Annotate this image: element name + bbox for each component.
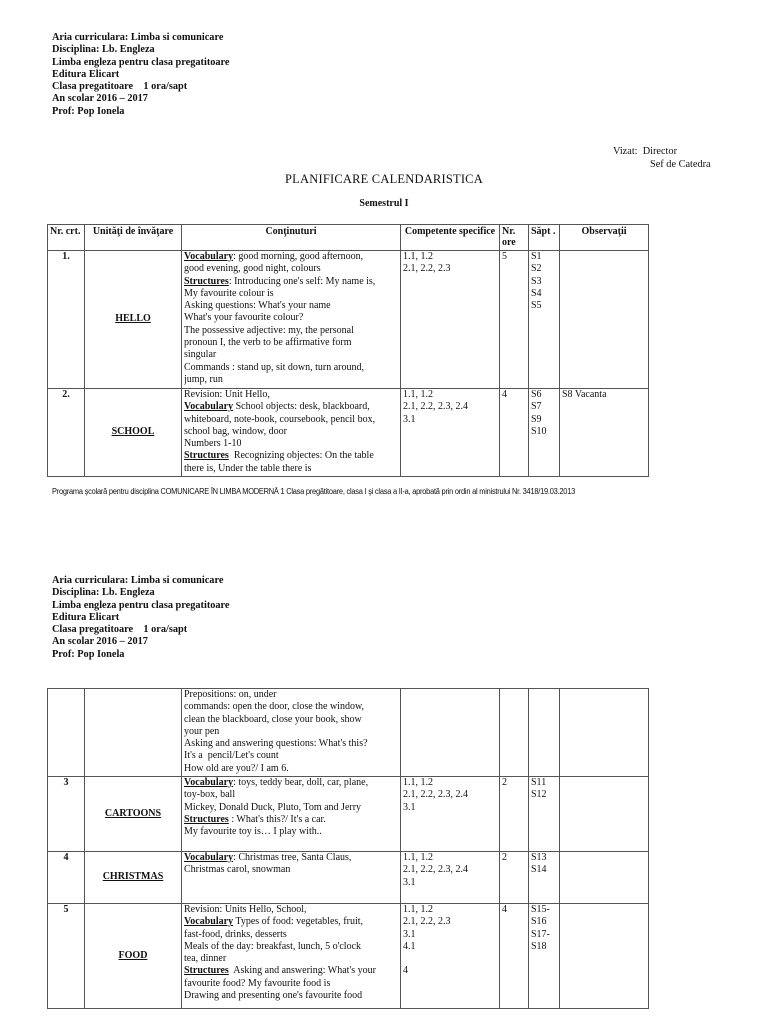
content-cell	[182, 904, 401, 1009]
week-line: S18	[531, 940, 547, 952]
observations-cell	[560, 904, 649, 1009]
content-text: My favourite colour is	[184, 287, 274, 299]
unit-name: HELLO	[85, 251, 182, 389]
content-line	[184, 389, 398, 401]
competence-line: 3.1	[403, 876, 416, 888]
content-line	[184, 726, 398, 738]
approval-director: Vizat: Director	[613, 146, 677, 157]
content-text: My favourite toy is… I play with..	[184, 826, 322, 838]
week-line: S2	[531, 263, 542, 275]
competence-line	[403, 953, 497, 965]
hours-cell: 2	[500, 777, 529, 852]
content-text: School objects: desk, blackboard,	[233, 401, 370, 413]
content-line	[184, 349, 398, 361]
competence-line: 3.1	[403, 413, 416, 425]
competence-line: 4.1	[403, 940, 416, 952]
content-line	[184, 802, 398, 814]
content-line	[184, 777, 398, 789]
document-header-page2	[52, 575, 230, 661]
week-line: S13	[531, 852, 547, 863]
content-line	[184, 714, 398, 726]
content-label: Structures	[184, 450, 229, 462]
content-cell	[182, 852, 401, 904]
competence-line: 3.1	[403, 928, 416, 940]
content-line	[184, 426, 398, 438]
content-text: Types of food: vegetables, fruit,	[233, 916, 364, 928]
week-line: S4	[531, 287, 542, 299]
competences-cell	[401, 852, 500, 904]
approval-block	[613, 146, 711, 171]
header-line: Limba engleza pentru clasa pregatitoare	[52, 56, 230, 68]
content-cell	[182, 389, 401, 477]
competence-line: 1.1, 1.2	[403, 904, 433, 915]
week-line: S10	[531, 425, 547, 437]
row-number: 5	[48, 904, 85, 1009]
header-line: An scolar 2016 – 2017	[52, 93, 148, 105]
content-text: The possessive adjective: my, the personal	[184, 324, 354, 336]
content-text: Prepositions: on, under	[184, 689, 277, 700]
content-text: whiteboard, note-book, coursebook, pencil box,	[184, 413, 376, 425]
week-line: S17-	[531, 928, 550, 940]
competences-cell	[401, 251, 500, 389]
content-text: Revision: Units Hello, School,	[184, 904, 307, 915]
header-line: Limba engleza pentru clasa pregatitoare	[52, 599, 230, 611]
content-line	[184, 826, 398, 838]
competence-line: 2.1, 2.2, 2.3, 2.4	[403, 401, 468, 413]
content-text: tea, dinner	[184, 953, 227, 965]
content-text: pronoun I, the verb to be affirmative form	[184, 337, 352, 349]
week-line: S12	[531, 789, 547, 801]
header-nr: Nr. crt.	[48, 225, 85, 251]
content-line	[184, 438, 398, 450]
unit-name: CARTOONS	[85, 777, 182, 852]
content-line	[184, 263, 398, 275]
table-row	[48, 777, 649, 852]
content-line	[184, 414, 398, 426]
content-text: It's a pencil/Let's count	[184, 750, 279, 762]
competence-line: 2.1, 2.2, 2.3, 2.4	[403, 789, 468, 801]
row-number: 3	[48, 777, 85, 852]
content-text: Asking and answering questions: What's this?	[184, 738, 368, 750]
hours-cell: 4	[500, 904, 529, 1009]
weeks-cell	[529, 689, 560, 777]
content-cell	[182, 251, 401, 389]
content-text: Drawing and presenting one's favourite food	[184, 990, 363, 1002]
semester-title: Semestrul I	[359, 198, 409, 209]
content-text: Commands : stand up, sit down, turn around,	[184, 361, 364, 373]
week-line: S7	[531, 401, 542, 413]
content-label: Vocabulary	[184, 916, 234, 928]
competence-line: 2.1, 2.2, 2.3, 2.4	[403, 864, 468, 876]
content-label: Structures	[184, 813, 229, 825]
table-row	[48, 389, 649, 477]
content-text: your pen	[184, 725, 220, 737]
header-line: Clasa pregatitoare 1 ora/sapt	[52, 624, 188, 636]
content-text: Asking questions: What's your name	[184, 300, 331, 312]
weeks-cell	[529, 777, 560, 852]
content-line	[184, 789, 398, 801]
content-line	[184, 288, 398, 300]
content-text: there is, Under the table there is	[184, 462, 312, 474]
content-text: Revision: Unit Hello,	[184, 389, 270, 400]
week-line: S9	[531, 413, 542, 425]
planning-table-page2	[47, 688, 649, 1009]
week-line: S6	[531, 389, 542, 400]
content-line	[184, 750, 398, 762]
content-text: Christmas carol, snowman	[184, 864, 291, 876]
header-line: Editura Elicart	[52, 611, 120, 623]
content-line	[184, 337, 398, 349]
content-line	[184, 929, 398, 941]
weeks-cell	[529, 852, 560, 904]
content-line	[184, 300, 398, 312]
content-text: Numbers 1-10	[184, 438, 242, 450]
content-line	[184, 852, 398, 864]
hours-cell	[500, 689, 529, 777]
week-line: S1	[531, 251, 542, 262]
content-line	[184, 450, 398, 462]
content-line	[184, 689, 398, 701]
table-row	[48, 852, 649, 904]
content-text: Recognizing objectes: On the table	[228, 450, 374, 462]
competence-line: 4	[403, 965, 408, 977]
header-line: Prof: Pop Ionela	[52, 648, 125, 660]
content-label: Vocabulary	[184, 777, 234, 788]
content-line	[184, 941, 398, 953]
planning-table	[47, 224, 649, 477]
content-line	[184, 701, 398, 713]
content-line	[184, 953, 398, 965]
header-units: Unităţi de învăţare	[85, 225, 182, 251]
header-line: Editura Elicart	[52, 68, 120, 80]
content-cell	[182, 777, 401, 852]
weeks-cell	[529, 251, 560, 389]
unit-name: FOOD	[85, 904, 182, 1009]
unit-name	[85, 689, 182, 777]
content-label: Structures	[184, 275, 229, 287]
approval-head-of-department: Sef de Catedra	[650, 158, 711, 170]
week-line: S5	[531, 300, 542, 312]
competences-cell	[401, 689, 500, 777]
content-text: jump, run	[184, 373, 223, 385]
competences-cell	[401, 904, 500, 1009]
footnote: Programa şcolară pentru disciplina COMUNICARE ÎN LIMBA MODERNĂ 1 Clasa pregătitoare, clasa I şi clasa a II-a, aprobată prin ordin al ministrului Nr. 3418/19.03.2013	[52, 487, 576, 496]
content-text: singular	[184, 349, 217, 361]
content-line	[184, 374, 398, 386]
header-line: Clasa pregatitoare 1 ora/sapt	[52, 81, 188, 93]
header-line: Aria curriculara: Limba si comunicare	[52, 32, 224, 43]
hours-cell: 5	[500, 251, 529, 389]
content-line	[184, 763, 398, 775]
row-number: 4	[48, 852, 85, 904]
content-text: What's your favourite colour?	[184, 312, 304, 324]
observations-cell	[560, 251, 649, 389]
content-line	[184, 276, 398, 288]
header-content: Conţinuturi	[182, 225, 401, 251]
content-text: toy-box, ball	[184, 789, 236, 801]
content-label: Vocabulary	[184, 251, 234, 262]
content-text: clean the blackboard, close your book, show	[184, 713, 362, 725]
row-number: 2.	[48, 389, 85, 477]
hours-cell: 4	[500, 389, 529, 477]
content-text: fast-food, drinks, desserts	[184, 928, 287, 940]
content-line	[184, 904, 398, 916]
content-text: Asking and answering: What's your	[228, 965, 376, 977]
content-line	[184, 978, 398, 990]
row-number: 1.	[48, 251, 85, 389]
competence-line: 2.1, 2.2, 2.3	[403, 916, 451, 928]
content-text: good evening, good night, colours	[184, 263, 321, 275]
observations-cell	[560, 777, 649, 852]
observations-cell: S8 Vacanta	[560, 389, 649, 477]
header-line: Prof: Pop Ionela	[52, 105, 125, 117]
table-row	[48, 251, 649, 389]
content-line	[184, 312, 398, 324]
content-line	[184, 251, 398, 263]
competence-line: 2.1, 2.2, 2.3	[403, 263, 451, 275]
week-line: S3	[531, 275, 542, 287]
weeks-cell	[529, 904, 560, 1009]
header-line: Disciplina: Lb. Engleza	[52, 587, 155, 599]
unit-name: CHRISTMAS	[85, 852, 182, 904]
page-title: PLANIFICARE CALENDARISTICA	[285, 172, 483, 186]
content-line	[184, 463, 398, 475]
competences-cell	[401, 389, 500, 477]
content-line	[184, 864, 398, 876]
content-text: school bag, window, door	[184, 425, 287, 437]
header-competences: Competente specifice	[401, 225, 500, 251]
content-line	[184, 916, 398, 928]
competence-line: 1.1, 1.2	[403, 777, 433, 788]
week-line: S14	[531, 864, 547, 876]
weeks-cell	[529, 389, 560, 477]
content-text: : toys, teddy bear, doll, car, plane,	[233, 777, 369, 788]
header-observations: Observaţii	[560, 225, 649, 251]
content-line	[184, 814, 398, 826]
content-line	[184, 362, 398, 374]
content-text: How old are you?/ I am 6.	[184, 762, 289, 774]
table-row	[48, 689, 649, 777]
competence-line: 1.1, 1.2	[403, 852, 433, 863]
header-line: An scolar 2016 – 2017	[52, 636, 148, 648]
week-line: S15-	[531, 904, 550, 915]
content-text: : Introducing one's self: My name is,	[228, 275, 376, 287]
content-text: favourite food? My favourite food is	[184, 977, 331, 989]
competence-line: 1.1, 1.2	[403, 251, 433, 262]
header-hours: Nr. ore	[500, 225, 529, 251]
unit-name: SCHOOL	[85, 389, 182, 477]
content-text: : Christmas tree, Santa Claus,	[233, 852, 352, 863]
content-text: Mickey, Donald Duck, Pluto, Tom and Jerry	[184, 801, 362, 813]
content-line	[184, 325, 398, 337]
content-line	[184, 401, 398, 413]
header-line: Aria curriculara: Limba si comunicare	[52, 575, 224, 586]
row-number	[48, 689, 85, 777]
content-text: Meals of the day: breakfast, lunch, 5 o'clock	[184, 940, 362, 952]
observations-cell	[560, 689, 649, 777]
table-header-row	[48, 225, 649, 251]
document-header	[52, 32, 230, 118]
content-text: : What's this?/ It's a car.	[228, 813, 326, 825]
table-row	[48, 904, 649, 1009]
content-line	[184, 965, 398, 977]
content-label: Vocabulary	[184, 401, 234, 413]
week-line: S11	[531, 777, 547, 788]
observations-cell	[560, 852, 649, 904]
week-line: S16	[531, 916, 547, 928]
competence-line: 1.1, 1.2	[403, 389, 433, 400]
hours-cell: 2	[500, 852, 529, 904]
header-line: Disciplina: Lb. Engleza	[52, 44, 155, 56]
competence-line: 3.1	[403, 801, 416, 813]
content-cell	[182, 689, 401, 777]
content-label: Vocabulary	[184, 852, 234, 863]
content-text: : good morning, good afternoon,	[233, 251, 364, 262]
content-label: Structures	[184, 965, 229, 977]
content-text: commands: open the door, close the window,	[184, 701, 365, 713]
competences-cell	[401, 777, 500, 852]
header-weeks: Săpt .	[529, 225, 560, 251]
content-line	[184, 738, 398, 750]
content-line	[184, 990, 398, 1002]
